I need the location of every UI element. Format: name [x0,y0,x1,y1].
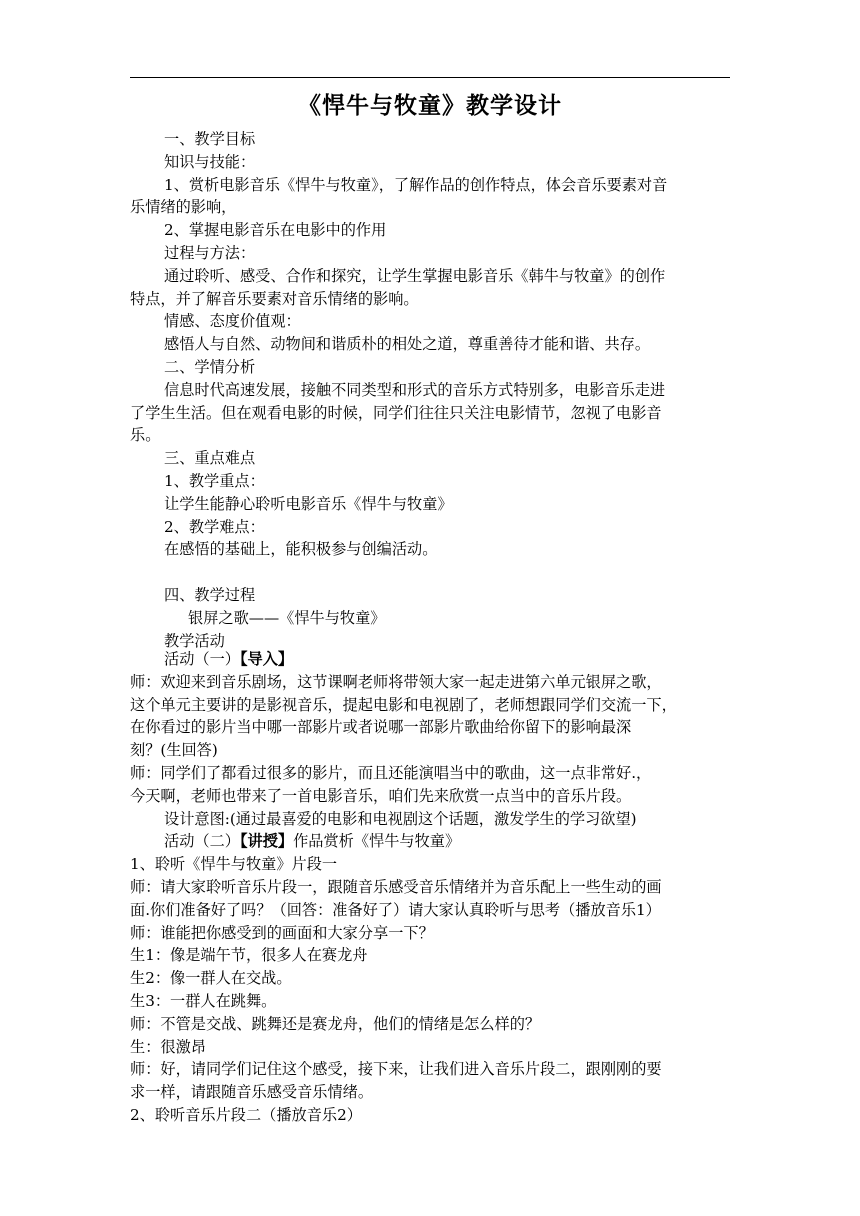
document-body-rest [130,648,730,1127]
activity-one-prefix: 活动（一） [164,650,240,668]
body-line: 教学活动 [164,631,225,650]
body-line: 四、教学过程 [164,585,256,604]
body-line: 通过聆听、感受、合作和探究，让学生掌握电影音乐《韩牛与牧童》的创作 [164,266,666,285]
body-line: 情感、态度价值观： [164,312,301,331]
body-line: 特点，并了解音乐要素对音乐情绪的影响。 [130,289,419,308]
body-line: 1、赏析电影音乐《悍牛与牧童》，了解作品的创作特点，体会音乐要素对音 [164,175,668,194]
dialog-line: 设计意图:(通过最喜爱的电影和电视剧这个话题，激发学生的学习欲望) [164,809,637,828]
step-line: 师：请大家聆听音乐片段一，跟随音乐感受音乐情绪并为音乐配上一些生动的画 [130,877,662,896]
document-body-top [130,128,730,652]
body-line: 1、教学重点： [164,471,265,490]
step-line: 师：不管是交战、跳舞还是赛龙舟，他们的情绪是怎么样的？ [130,1014,541,1033]
body-line: 三、重点难点 [164,449,256,468]
dialog-line: 今天啊，老师也带来了一首电影音乐，咱们先来欣赏一点当中的音乐片段。 [130,786,632,805]
body-line: 信息时代高速发展，接触不同类型和形式的音乐方式特别多，电影音乐走进 [164,380,666,399]
dialog-line: 刻？(生回答) [130,741,218,760]
step-line: 面.你们准备好了吗？（回答：准备好了）请大家认真聆听与思考（播放音乐1） [130,900,661,919]
body-line: 一、教学目标 [164,130,256,148]
document-title: 《悍牛与牧童》教学设计 [298,92,562,119]
body-line: 过程与方法： [164,243,256,262]
header-rule [130,77,730,78]
activity-one-heading [130,648,730,671]
body-line: 感悟人与自然、动物间和谐质朴的相处之道，尊重善待才能和谐、共存。 [164,335,650,354]
body-line: 让学生能静心聆听电影音乐《悍牛与牧童》 [164,494,453,513]
step-line: 生1：像是端午节，很多人在赛龙舟 [130,946,368,965]
step-line: 生2：像一群人在交战。 [130,969,292,988]
body-line: 了学生生活。但在观看电影的时候，同学们往往只关注电影情节，忽视了电影音 [130,403,662,422]
dialog-line: 这个单元主要讲的是影视音乐，提起电影和电视剧了，老师想跟同学们交流一下， [130,695,677,714]
dialog-block [130,671,730,831]
step-line: 1、聆听《悍牛与牧童》片段一 [130,855,338,874]
body-line: 2、教学难点： [164,517,265,536]
step-line: 师：谁能把你感受到的画面和大家分享一下？ [130,923,434,942]
step-line: 师：好，请同学们记住这个感受，接下来，让我们进入音乐片段二，跟刚刚的要 [130,1060,662,1079]
activity-two-title: 作品赏析《悍牛与牧童》 [293,832,461,851]
body-line: 二、学情分析 [164,357,256,376]
body-line: 在感悟的基础上，能积极参与创编活动。 [164,540,438,559]
dialog-line: 在你看过的影片当中哪一部影片或者说哪一部影片歌曲给你留下的影响最深 [130,718,632,737]
body-line: 乐情绪的影响， [130,198,237,217]
step-line: 求一样，请跟随音乐感受音乐情绪。 [130,1083,373,1102]
body-line: 乐。 [130,426,161,445]
activity-two-heading [130,830,730,853]
body-line: 2、掌握电影音乐在电影中的作用 [164,221,387,240]
step-line: 2、聆听音乐片段二（播放音乐2） [130,1105,362,1124]
activity-two-label: 【讲授】 [239,832,294,851]
body-line: 银屏之歌——《悍牛与牧童》 [188,608,386,627]
dialog-line: 师：欢迎来到音乐剧场，这节课啊老师将带领大家一起走进第六单元银屏之歌， [130,672,662,691]
activity-two-prefix: 活动（二） [164,832,240,851]
step-line: 生3：一群人在跳舞。 [130,991,277,1010]
lesson-steps-block [130,853,730,1127]
dialog-line: 师：同学们了都看过很多的影片，而且还能演唱当中的歌曲，这一点非常好.， [130,763,652,782]
body-line [130,561,730,584]
step-line: 生：很激昂 [130,1037,206,1056]
body-line: 知识与技能： [164,152,256,171]
activity-one-label: 【导入】 [239,650,294,668]
